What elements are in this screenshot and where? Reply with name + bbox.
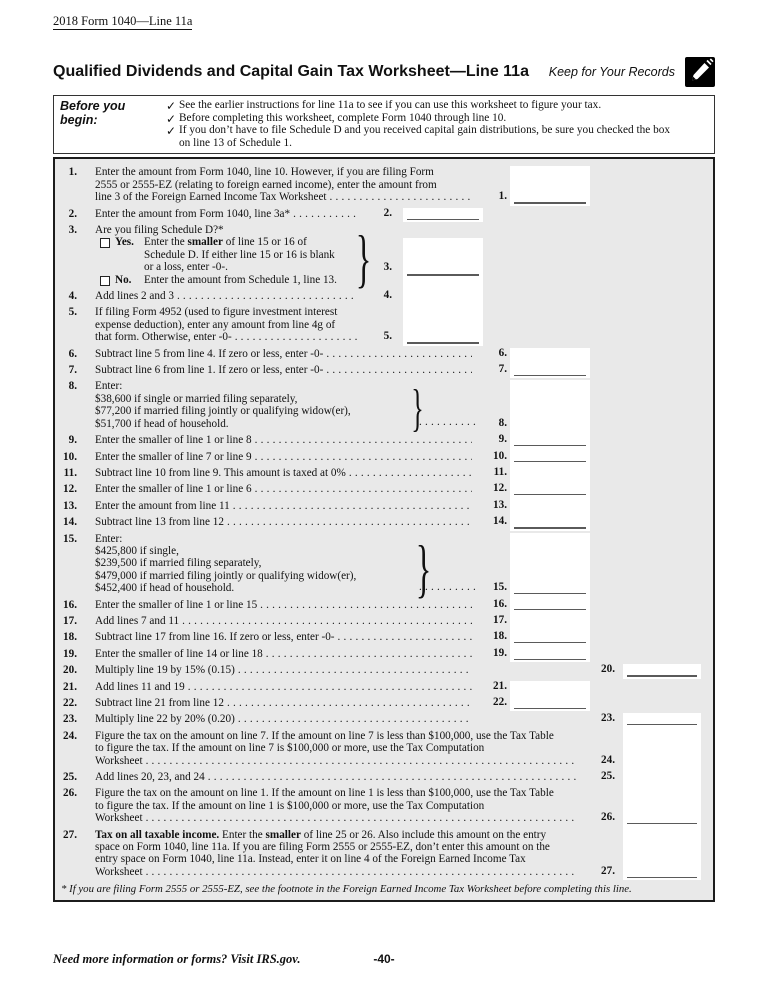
- text-line: [95, 812, 577, 824]
- worksheet-footnote: * If you are filing Form 2555 or 2555-EZ, see the footnote in the Foreign Earned Income Tax Worksheet before completing this line.: [61, 883, 632, 896]
- pencil-icon: [685, 57, 715, 87]
- line-text: [95, 467, 472, 479]
- text-line: Schedule D. If either line 15 or 16 is blank: [144, 248, 335, 261]
- brace-glyph: }: [411, 380, 424, 438]
- line-number: 19.: [63, 647, 77, 660]
- line-1-entry-label: 1.: [498, 190, 507, 203]
- worksheet-line-12: [61, 483, 707, 495]
- worksheet-line-16: [61, 599, 707, 611]
- brace-glyph: }: [355, 223, 372, 295]
- worksheet-line-24: [61, 730, 707, 767]
- before-item: [166, 124, 708, 149]
- line-21-entry-label: 21.: [493, 679, 507, 692]
- line-number: 17.: [63, 614, 77, 627]
- line-3-entry[interactable]: [403, 238, 483, 288]
- text-line: [95, 755, 577, 767]
- line-number: 20.: [63, 664, 77, 677]
- line-27-entry-label: 27.: [601, 864, 615, 877]
- footer-info: Need more information or forms? Visit IRS.gov.: [53, 952, 301, 967]
- worksheet-line-17: [61, 615, 707, 627]
- leader-dots: [208, 771, 577, 783]
- text-line: Figure the tax on the amount on line 7. If the amount on line 7 is less than $100,000, use the Tax Table: [95, 729, 554, 742]
- text-line: [95, 681, 472, 693]
- option-label: No.: [115, 273, 132, 286]
- line-text: [95, 290, 357, 302]
- line-5-entry[interactable]: [403, 301, 483, 345]
- entry-underline: [407, 219, 479, 221]
- line-number: 3.: [68, 224, 77, 236]
- worksheet-line-11: [61, 467, 707, 479]
- text-line: Enter the smaller of line 15 or 16 of: [144, 236, 307, 249]
- worksheet-line-23: [61, 713, 707, 725]
- amount-line: $479,000 if married filing jointly or qualifying widow(er),: [95, 569, 357, 582]
- amount-line: $77,200 if married filing jointly or qualifying widow(er),: [95, 405, 351, 418]
- leader-dots: [326, 364, 472, 376]
- page-header: [53, 0, 768, 29]
- line-20-entry-label: 20.: [601, 663, 615, 676]
- text-line: space on Form 1040, line 11a. If you are filing Form 2555 or 2555-EZ, don’t enter this amount on the: [95, 841, 550, 854]
- line-text: [95, 516, 472, 528]
- text-line: [95, 615, 472, 627]
- line-12-entry-label: 12.: [493, 482, 507, 495]
- title-row: [53, 57, 715, 87]
- line-10-entry-label: 10.: [493, 449, 507, 462]
- text-line-end: Enter the amount from line 11: [95, 499, 230, 512]
- line-19-entry-label: 19.: [493, 646, 507, 659]
- text-line: expense deduction), enter any amount from line 4g of: [95, 318, 336, 331]
- text-line: [95, 191, 472, 203]
- entry-underline: [514, 202, 586, 204]
- worksheet-title: Qualified Dividends and Capital Gain Tax Worksheet—Line 11a: [53, 63, 529, 80]
- leader-dots: [255, 483, 472, 495]
- text-line: [95, 500, 472, 512]
- line-number: 15.: [63, 532, 77, 545]
- text-line-end: Enter the smaller of line 7 or line 9: [95, 450, 252, 463]
- text-line-end: Subtract line 17 from line 16. If zero or less, enter -0-: [95, 631, 335, 644]
- worksheet-line-18: [61, 631, 707, 643]
- line-9-entry-label: 9.: [498, 433, 507, 446]
- before-you-begin-label: Before you begin:: [60, 99, 126, 127]
- text-line: Enter the amount from Form 1040, line 10. However, if you are filing Form: [95, 166, 434, 179]
- line-text: [95, 364, 472, 376]
- worksheet-line-7: [61, 364, 707, 376]
- line-number: 23.: [63, 713, 77, 726]
- line-number: 27.: [63, 828, 77, 841]
- line-text: [95, 500, 472, 512]
- amount-line: $239,500 if married filing separately,: [95, 557, 262, 570]
- line-24-entry-label: 24.: [601, 753, 615, 766]
- leader-dots: [338, 631, 472, 643]
- brace-glyph: }: [415, 532, 432, 605]
- line-number: 1.: [68, 166, 77, 179]
- line-14-entry[interactable]: [510, 511, 590, 530]
- keep-for-records-label: Keep for Your Records: [548, 65, 675, 79]
- worksheet-line-20: [61, 664, 707, 676]
- line-1-entry[interactable]: [510, 166, 590, 205]
- leader-dots: [330, 191, 472, 203]
- text-line: or a loss, enter -0-.: [144, 261, 228, 274]
- line-24-entry[interactable]: [623, 725, 701, 769]
- text-line: to figure the tax. If the amount on line 1 is $100,000 or more, use the Tax Computation: [95, 799, 485, 812]
- option-label: Yes.: [115, 236, 134, 249]
- before-you-begin-box: [53, 95, 715, 154]
- line-number: 22.: [63, 697, 77, 709]
- worksheet-line-13: [61, 500, 707, 512]
- text-line: [95, 516, 472, 528]
- amount-line: $425,800 if single,: [95, 544, 179, 557]
- text-line: [95, 290, 357, 302]
- line-number: 8.: [68, 380, 77, 393]
- line-27-entry[interactable]: [623, 824, 701, 881]
- line-20-entry[interactable]: [623, 664, 701, 678]
- before-item-text: [179, 124, 670, 149]
- text-line: Tax on all taxable income. Enter the smaller of line 25 or 26. Also include this amount on the entry: [95, 828, 547, 841]
- line-17-entry-label: 17.: [493, 613, 507, 626]
- text-line: [95, 208, 357, 220]
- checkbox-no[interactable]: [100, 276, 110, 286]
- text-line: [95, 648, 472, 660]
- text-line: [95, 348, 472, 360]
- line-number: 7.: [68, 364, 77, 377]
- line-number: 14.: [63, 516, 77, 529]
- line-text: [95, 615, 472, 627]
- line-text: [95, 166, 472, 203]
- worksheet-line-19: [61, 648, 707, 660]
- text-line: on line 13 of Schedule 1.: [179, 136, 292, 149]
- entry-underline: [627, 675, 697, 677]
- leader-dots: [266, 648, 472, 660]
- before-you-begin-items: [166, 99, 708, 149]
- text-line: Before completing this worksheet, complete Form 1040 through line 10.: [179, 111, 507, 124]
- line-number: 16.: [63, 598, 77, 611]
- leader-dots: [235, 331, 357, 343]
- page-number: -40-: [373, 952, 395, 967]
- line-text: [95, 348, 472, 360]
- line-number: 11.: [63, 466, 77, 479]
- leader-dots: [227, 516, 472, 528]
- text-line: to figure the tax. If the amount on line 7 is $100,000 or more, use the Tax Computation: [95, 742, 485, 755]
- line-intro: Enter:: [95, 532, 123, 545]
- text-line-end: Add lines 11 and 19: [95, 680, 185, 693]
- page-footer: [53, 952, 715, 967]
- leader-dots: [349, 467, 472, 479]
- before-item-text: [179, 99, 601, 112]
- line-22-entry[interactable]: [510, 692, 590, 711]
- line-2-entry[interactable]: [403, 208, 483, 222]
- line-number: 6.: [68, 347, 77, 360]
- line-question: Are you filing Schedule D?*: [95, 224, 224, 236]
- text-line-end: Enter the smaller of line 1 or line 8: [95, 434, 252, 447]
- text-line-end: Enter the smaller of line 1 or line 15: [95, 598, 258, 611]
- line-18-entry-label: 18.: [493, 630, 507, 643]
- line-11-entry-label: 11.: [493, 465, 507, 478]
- text-line-end: Add lines 20, 23, and 24: [95, 771, 205, 784]
- worksheet-line-21: [61, 681, 707, 693]
- text-line: [95, 364, 472, 376]
- line-number: 10.: [63, 450, 77, 463]
- text-line-end: Worksheet: [95, 865, 143, 878]
- text-line: [95, 664, 472, 676]
- line-text: [95, 697, 472, 709]
- worksheet-line-1: [61, 166, 707, 203]
- entry-underline: [514, 708, 586, 710]
- line-23-entry-label: 23.: [601, 712, 615, 725]
- text-line-end: Subtract line 21 from line 12: [95, 697, 224, 709]
- line-text: [95, 787, 577, 824]
- text-line: [95, 434, 472, 446]
- line-text: [95, 648, 472, 660]
- text-line: [95, 866, 577, 878]
- text-line: If filing Form 4952 (used to figure investment interest: [95, 306, 338, 319]
- leader-dots: [260, 599, 472, 611]
- text-line-end: Subtract line 5 from line 4. If zero or less, enter -0-: [95, 347, 324, 360]
- line-number: 13.: [63, 499, 77, 512]
- line-number: 25.: [63, 771, 77, 784]
- before-item-text: [179, 112, 506, 125]
- worksheet-line-26: [61, 787, 707, 824]
- line-26-entry[interactable]: [623, 782, 701, 826]
- worksheet-line-6: [61, 348, 707, 360]
- text-line-end: Multiply line 19 by 15% (0.15): [95, 664, 235, 677]
- leader-dots: [326, 348, 472, 360]
- line-number: 24.: [63, 729, 77, 742]
- line-text: [95, 829, 577, 879]
- amount-line: $51,700 if head of household.: [95, 417, 229, 430]
- line-text: [95, 208, 357, 220]
- line-7-entry[interactable]: [510, 359, 590, 378]
- worksheet-line-25: [61, 771, 707, 783]
- worksheet-box: [53, 157, 715, 902]
- line-text: [95, 713, 472, 725]
- line-13-entry-label: 13.: [493, 498, 507, 511]
- line-6-entry-label: 6.: [498, 346, 507, 359]
- text-line-end: Worksheet: [95, 812, 143, 825]
- check-icon: ✓: [166, 99, 177, 113]
- leader-dots: [146, 812, 577, 824]
- entry-underline: [514, 527, 586, 529]
- leader-dots: [146, 866, 577, 878]
- line-number: 18.: [63, 631, 77, 644]
- line-text: [95, 306, 357, 343]
- line-8-entry[interactable]: [510, 380, 590, 432]
- text-line: [95, 631, 472, 643]
- text-line: If you don’t have to file Schedule D and you received capital gain distributions, be sure you checked the box: [179, 124, 671, 137]
- text-line: [95, 467, 472, 479]
- line-5-entry-label: 5.: [383, 330, 392, 343]
- text-line: See the earlier instructions for line 11a to see if you can use this worksheet to figure your tax.: [179, 99, 602, 111]
- text-line-end: Add lines 2 and 3: [95, 290, 174, 303]
- entry-underline: [407, 274, 479, 276]
- text-line: [95, 697, 472, 709]
- line-number: 2.: [68, 207, 77, 220]
- leader-dots: [419, 581, 477, 593]
- text-line-end: Subtract line 13 from line 12: [95, 516, 224, 529]
- leader-dots: [238, 664, 472, 676]
- line-text: [95, 599, 472, 611]
- text-line-end: line 3 of the Foreign Earned Income Tax Worksheet: [95, 191, 327, 204]
- text-line-end: Enter the smaller of line 14 or line 18: [95, 647, 263, 660]
- entry-underline: [514, 659, 586, 661]
- leader-dots: [146, 755, 577, 767]
- line-number: 21.: [63, 680, 77, 693]
- worksheet-line-10: [61, 451, 707, 463]
- option-text: [144, 236, 357, 273]
- line-text: [95, 730, 577, 767]
- text-line-end: Multiply line 22 by 20% (0.20): [95, 713, 235, 726]
- text-line-end: Add lines 7 and 11: [95, 614, 180, 627]
- line-number: 5.: [68, 306, 77, 319]
- line-text: [95, 434, 472, 446]
- entry-underline: [627, 877, 697, 879]
- line-7-entry-label: 7.: [498, 363, 507, 376]
- worksheet-line-3: [61, 223, 707, 295]
- worksheet-line-14: [61, 516, 707, 528]
- line-3-entry-label: 3.: [383, 261, 392, 273]
- before-item: [166, 99, 708, 112]
- entry-underline: [407, 342, 479, 344]
- text-line-end: Subtract line 6 from line 1. If zero or less, enter -0-: [95, 364, 324, 377]
- leader-dots: [227, 697, 472, 709]
- line-26-entry-label: 26.: [601, 811, 615, 824]
- leader-dots: [293, 208, 357, 220]
- option-text: [144, 274, 357, 286]
- text-line-end: Enter the smaller of line 1 or line 6: [95, 483, 252, 496]
- line-8-entry-label: 8.: [498, 416, 507, 429]
- before-item: [166, 112, 708, 125]
- text-line: Figure the tax on the amount on line 1. If the amount on line 1 is less than $100,000, use the Tax Table: [95, 787, 554, 800]
- checkbox-yes[interactable]: [100, 238, 110, 248]
- line-15-entry-label: 15.: [493, 581, 507, 594]
- line-text: [95, 631, 472, 643]
- text-line: 2555 or 2555-EZ (relating to foreign earned income), enter the amount from: [95, 178, 437, 191]
- line-14-entry-label: 14.: [493, 515, 507, 528]
- line-19-entry[interactable]: [510, 643, 590, 662]
- line-text: [95, 771, 577, 783]
- option-no: [100, 274, 357, 286]
- line-number: 4.: [68, 290, 77, 303]
- text-line: Enter the amount from Schedule 1, line 13.: [144, 273, 337, 286]
- worksheet-line-5: [61, 306, 707, 343]
- worksheet-line-4: [61, 290, 707, 302]
- line-number: 26.: [63, 787, 77, 800]
- leader-dots: [419, 416, 477, 428]
- leader-dots: [255, 434, 472, 446]
- check-icon: ✓: [166, 111, 177, 126]
- amount-line: $38,600 if single or married filing separately,: [95, 392, 298, 405]
- text-line-end: Subtract line 10 from line 9. This amount is taxed at 0%: [95, 466, 346, 479]
- line-15-entry[interactable]: [510, 533, 590, 597]
- leader-dots: [182, 615, 472, 627]
- amount-line: $452,400 if head of household.: [95, 582, 235, 595]
- worksheet-line-27: [61, 829, 707, 879]
- line-16-entry-label: 16.: [493, 597, 507, 610]
- leader-dots: [177, 290, 357, 302]
- leader-dots: [255, 451, 472, 463]
- line-22-entry-label: 22.: [493, 696, 507, 708]
- line-number: 12.: [63, 483, 77, 496]
- text-line: [95, 599, 472, 611]
- worksheet-lines: [61, 166, 707, 878]
- leader-dots: [233, 500, 472, 512]
- line-2-entry-label: 2.: [383, 206, 392, 219]
- line-text: [95, 451, 472, 463]
- line-number: 9.: [68, 434, 77, 447]
- line-25-entry-label: 25.: [601, 770, 615, 783]
- worksheet-line-8: [61, 380, 707, 438]
- text-line-end: Worksheet: [95, 754, 143, 767]
- text-line-end: Enter the amount from Form 1040, line 3a*: [95, 207, 291, 220]
- check-icon: ✓: [166, 124, 177, 139]
- text-line: [95, 451, 472, 463]
- worksheet-line-2: [61, 208, 707, 220]
- leader-dots: [238, 713, 472, 725]
- line-text: [95, 483, 472, 495]
- line-text: [95, 664, 472, 676]
- text-line: [95, 713, 472, 725]
- entry-underline: [514, 375, 586, 377]
- text-line: [95, 331, 357, 343]
- worksheet-line-22: [61, 697, 707, 709]
- line-4-entry-label: 4.: [383, 289, 392, 302]
- option-yes: [100, 236, 357, 273]
- text-line: entry space on Form 1040, line 11a. Instead, enter it on line 4 of the Foreign Earned Income Tax: [95, 853, 526, 866]
- page-header-text: 2018 Form 1040—Line 11a: [53, 14, 193, 28]
- line-text: [95, 224, 357, 286]
- line-text: [95, 681, 472, 693]
- text-line: [95, 771, 577, 783]
- text-line: [95, 483, 472, 495]
- line-intro: Enter:: [95, 380, 123, 393]
- leader-dots: [188, 681, 472, 693]
- worksheet-line-9: [61, 434, 707, 446]
- text-line-end: that form. Otherwise, enter -0-: [95, 331, 232, 344]
